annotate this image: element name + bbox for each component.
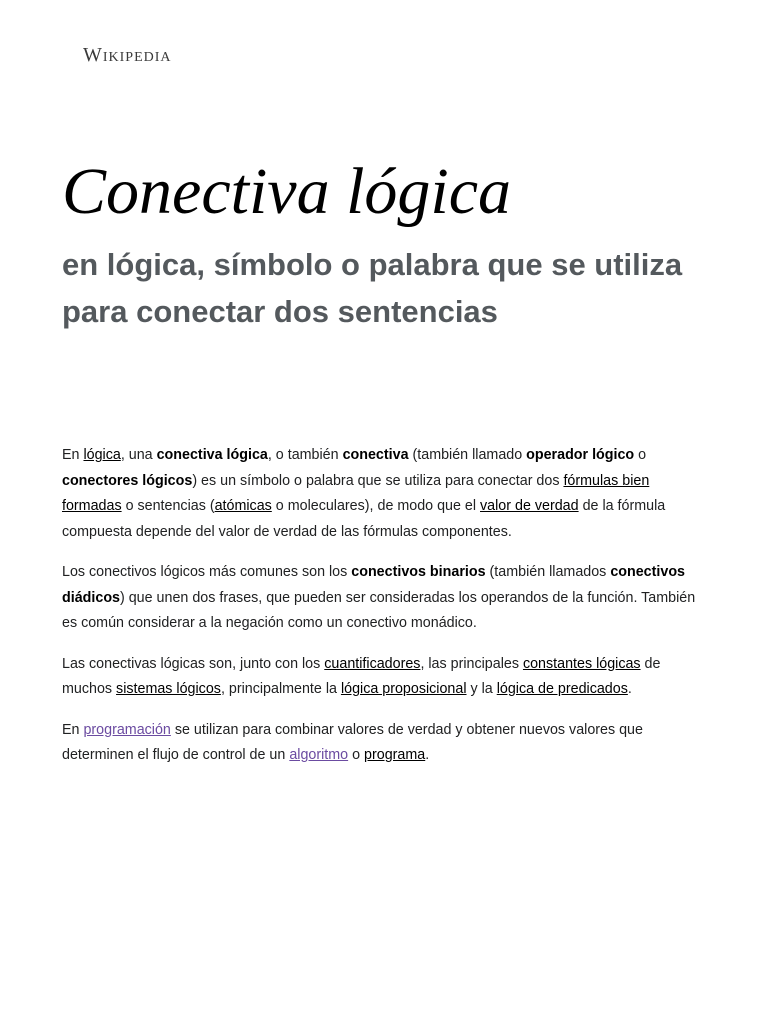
bold-term: operador lógico bbox=[526, 447, 635, 463]
link-logica[interactable]: lógica bbox=[83, 447, 121, 463]
text: . bbox=[627, 681, 632, 697]
wikipedia-wordmark: Wikipedia bbox=[83, 44, 172, 66]
text: ) es un símbolo o palabra que se utiliza para conectar dos bbox=[192, 472, 564, 489]
text: o bbox=[348, 747, 365, 763]
article-content bbox=[62, 443, 702, 784]
text: de muchos bbox=[62, 655, 661, 697]
text: o moleculares), de modo que el bbox=[271, 498, 481, 514]
text: En bbox=[62, 447, 84, 463]
link-sistemas-logicos[interactable]: sistemas lógicos bbox=[116, 681, 221, 697]
bold-term: conectivos diádicos bbox=[62, 564, 686, 606]
text: , principalmente la bbox=[220, 681, 341, 697]
text: (también llamado bbox=[408, 447, 527, 463]
text: , o también bbox=[267, 447, 343, 463]
link-algoritmo[interactable]: algoritmo bbox=[289, 747, 349, 763]
text: (también llamados bbox=[485, 564, 611, 580]
paragraph-4 bbox=[62, 718, 702, 769]
bold-term: conectivos binarios bbox=[351, 564, 486, 580]
link-cuantificadores[interactable]: cuantificadores bbox=[324, 655, 421, 672]
link-programa[interactable]: programa bbox=[364, 747, 426, 763]
page-subtitle: en lógica, símbolo o palabra que se utiliza para conectar dos sentencias bbox=[62, 247, 683, 329]
paragraph-2 bbox=[62, 560, 702, 637]
paragraph-1 bbox=[62, 443, 702, 545]
text: o bbox=[634, 447, 647, 463]
text: . bbox=[425, 747, 430, 763]
text: Las conectivas lógicas son, junto con los bbox=[62, 655, 325, 672]
link-formulas-bien-formadas[interactable]: fórmulas bien formadas bbox=[62, 472, 650, 514]
text: o sentencias ( bbox=[121, 498, 215, 514]
bold-term: conectiva bbox=[342, 447, 409, 463]
bold-term: conectiva lógica bbox=[156, 447, 268, 463]
text: y la bbox=[466, 681, 497, 697]
text: En bbox=[62, 721, 84, 738]
paragraph-3 bbox=[62, 652, 702, 703]
text: , las principales bbox=[420, 655, 523, 672]
text: se utilizan para combinar valores de verdad y obtener nuevos valores que determinen el flujo de control de un bbox=[62, 721, 643, 763]
page-title: Conectiva lógica bbox=[62, 155, 512, 228]
link-valor-de-verdad[interactable]: valor de verdad bbox=[480, 498, 579, 514]
text: Los conectivos lógicos más comunes son los bbox=[62, 564, 352, 580]
text: de la fórmula compuesta depende del valor de verdad de las fórmulas componentes. bbox=[62, 498, 666, 540]
link-logica-de-predicados[interactable]: lógica de predicados bbox=[496, 681, 628, 697]
link-logica-proposicional[interactable]: lógica proposicional bbox=[340, 681, 467, 697]
link-programacion[interactable]: programación bbox=[83, 721, 171, 738]
link-constantes-logicas[interactable]: constantes lógicas bbox=[522, 655, 641, 672]
text: ) que unen dos frases, que pueden ser consideradas los operandos de la función. También es común considerar a la negación como un conectivo monádico. bbox=[62, 589, 696, 631]
text: , una bbox=[120, 447, 157, 463]
bold-term: conectores lógicos bbox=[62, 472, 193, 489]
link-atomicas[interactable]: atómicas bbox=[214, 498, 272, 514]
